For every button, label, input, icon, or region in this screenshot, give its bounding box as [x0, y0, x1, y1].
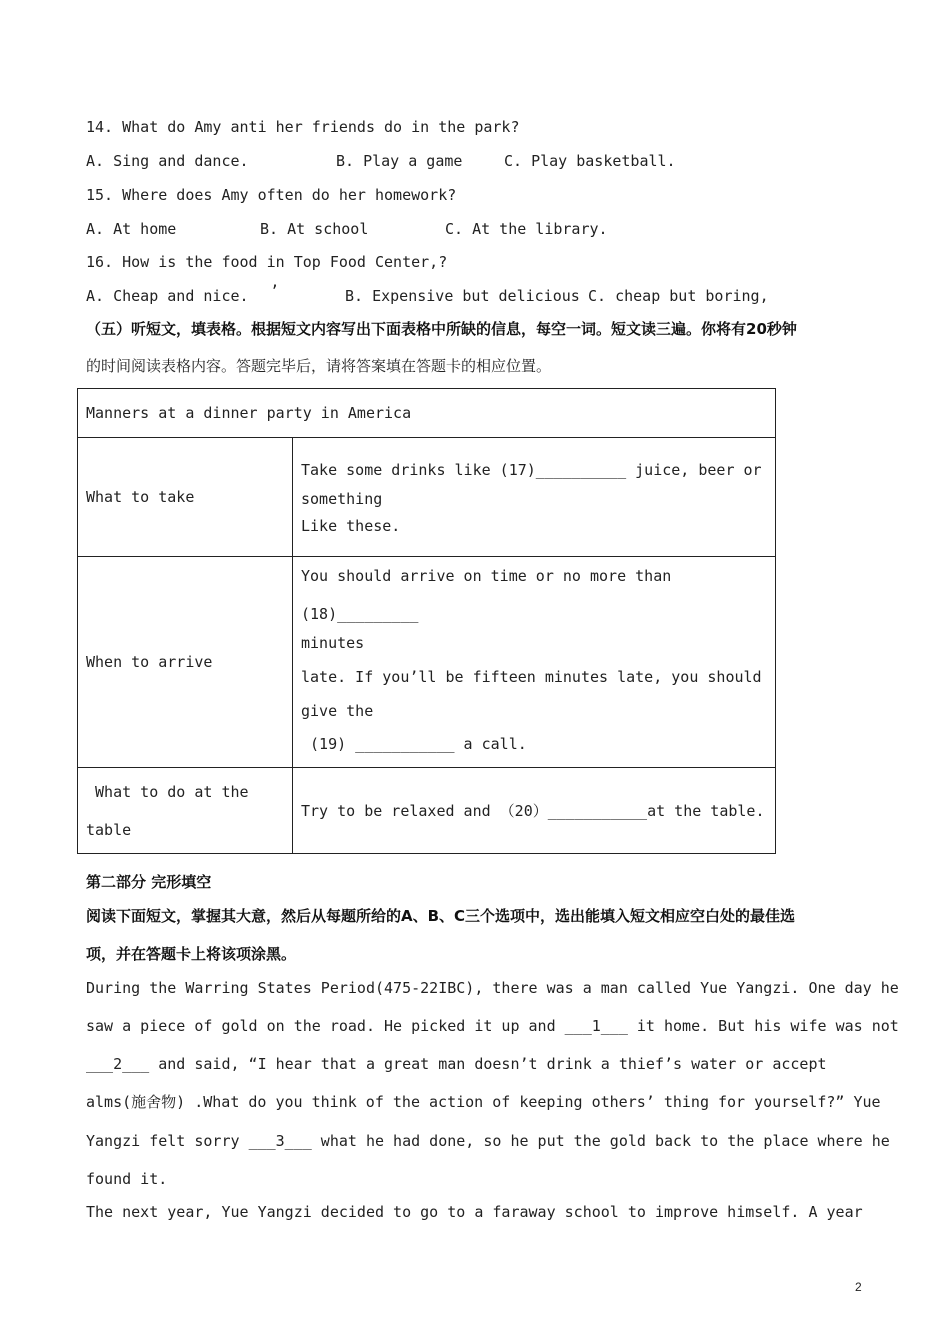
passage-line	[86, 1131, 890, 1151]
blank-1: ___1___	[564, 1017, 628, 1035]
q14-option-c: C. Play basketball.	[504, 152, 676, 170]
part2-heading: 第二部分 完形填空	[86, 873, 212, 891]
passage-line: During the Warring States Period(475-22IBC), there was a man called Yue Yangzi. One day he	[86, 979, 899, 997]
blank-2: ___2___	[86, 1055, 150, 1073]
text: and said, “I hear that a great man doesn’t drink a thief’s water or accept	[149, 1055, 827, 1073]
cell-line: (19) ___________ a call.	[301, 735, 527, 753]
cell-line: What to do at the	[86, 782, 249, 801]
row-content-what-to-take	[293, 438, 776, 557]
row-label-what-to-do	[78, 768, 293, 854]
stray-mark: ’	[270, 282, 280, 300]
text: it home. But his wife was not	[627, 1017, 899, 1035]
row-content-what-to-do: Try to be relaxed and （20）___________at the table.	[293, 768, 776, 854]
blank-3: ___3___	[248, 1132, 312, 1150]
text: Yangzi felt sorry	[86, 1132, 249, 1150]
text: what he had done, so he put the gold back to the place where he	[311, 1132, 890, 1150]
q15-option-b: B. At school	[260, 220, 369, 238]
passage-line	[86, 1016, 899, 1036]
cell-line: give the	[301, 702, 374, 720]
question-16: 16. How is the food in Top Food Center,?	[86, 253, 448, 271]
passage-line: found it.	[86, 1170, 168, 1188]
passage-line: The next year, Yue Yangzi decided to go to a faraway school to improve himself. A year	[86, 1203, 863, 1221]
part2-instruction-line1: 阅读下面短文，掌握其大意，然后从每题所给的A、B、C三个选项中，选出能填入短文相应空白处的最佳选	[86, 907, 796, 925]
cell-line: late. If you’ll be fifteen minutes late, you should	[301, 668, 762, 686]
manners-table	[77, 388, 776, 854]
row-content-when-to-arrive	[293, 557, 776, 768]
text: saw a piece of gold on the road. He picked it up and	[86, 1017, 565, 1035]
section5-instruction-line1: （五）听短文，填表格。根据短文内容写出下面表格中所缺的信息，每空一词。短文读三遍。你将有20秒钟	[86, 320, 797, 338]
row-label-when-to-arrive: When to arrive	[78, 557, 293, 768]
q14-option-b: B. Play a game	[336, 152, 463, 170]
cell-line: Like these.	[301, 517, 401, 535]
q14-option-a: A. Sing and dance.	[86, 152, 249, 170]
passage-line: alms(施舍物) .What do you think of the action of keeping others’ thing for yourself?” Yue	[86, 1093, 881, 1111]
part2-instruction-line2: 项，并在答题卡上将该项涂黑。	[86, 945, 297, 963]
cell-line: table	[86, 820, 132, 839]
cell-line: You should arrive on time or no more than (18)_________	[301, 567, 681, 623]
section5-instruction-line2: 的时间阅读表格内容。答题完毕后，请将答案填在答题卡的相应位置。	[86, 357, 552, 375]
q15-option-a: A. At home	[86, 220, 177, 238]
q15-option-c: C. At the library.	[445, 220, 608, 238]
cell-line: Take some drinks like (17)__________ juice, beer or	[301, 461, 762, 479]
q16-option-c: C. cheap but boring,	[588, 287, 769, 305]
q16-option-a: A. Cheap and nice.	[86, 287, 249, 305]
q16-option-b: B. Expensive but delicious	[345, 287, 580, 305]
table-title: Manners at a dinner party in America	[78, 389, 776, 438]
page-number: 2	[855, 1280, 862, 1294]
question-15: 15. Where does Amy often do her homework?	[86, 186, 457, 204]
cell-line: something	[301, 490, 383, 508]
cell-line: minutes	[301, 634, 365, 652]
passage-line	[86, 1054, 827, 1074]
row-label-what-to-take: What to take	[78, 438, 293, 557]
question-14: 14. What do Amy anti her friends do in the park?	[86, 118, 520, 136]
